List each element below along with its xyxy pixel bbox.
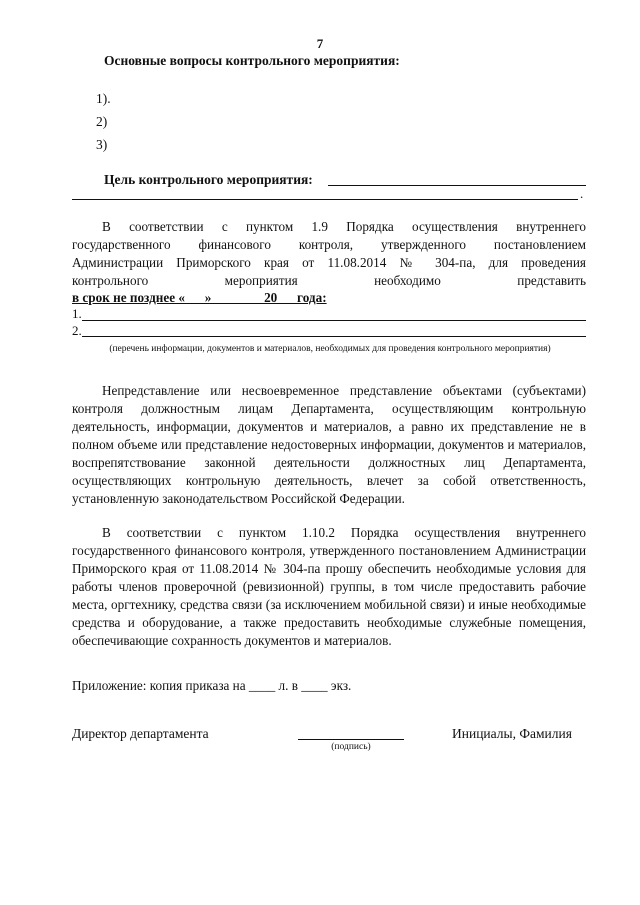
signature-line	[298, 739, 404, 740]
info-fill-line	[82, 336, 586, 337]
request-line: контрольного мероприятия необходимо представить	[72, 273, 586, 288]
request-line: государственного финансового контроля, утвержденного постановлением	[72, 237, 586, 252]
question-item: 2)	[96, 114, 108, 129]
info-caption: (перечень информации, документов и материалов, необходимых для проведения контрольного мероприятия)	[109, 344, 551, 354]
info-fill-line	[82, 320, 586, 321]
conditions-paragraph: В соответствии с пунктом 1.10.2 Порядка осуществления внутреннего государственного финансового контроля, утвержденного постановлением Администрации Приморского края от 11.08.2014 № 304-па прошу обеспечить необходимые условия для работы членов проверочной (ревизионной) группы, в том числе предоставить рабочие места, оргтехнику, средства связи (за исключением мобильной связи) и иные необходимые средства и оборудование, а также предоставить необходимые служебные помещения, обеспечивающие сохранность документов и материалов.	[72, 525, 586, 648]
signature-name: Инициалы, Фамилия	[452, 726, 572, 741]
attachment-text: Приложение: копия приказа на ____ л. в ____ экз.	[72, 678, 352, 693]
info-item-number: 1.	[72, 306, 82, 321]
liability-paragraph: Непредставление или несвоевременное представление объектами (субъектами) контроля должностным лицам Департамента, осуществляющим контрольную деятельность, информации, документов и материалов, а равно их представление не в полном объеме или представление недостоверных информации, документов и материалов, воспрепятствование законной деятельности должностных лиц Департамента, осуществляющих контрольную деятельность, влечет за собой ответственность, установленную законодательством Российской Федерации.	[72, 383, 586, 506]
question-item: 3)	[96, 137, 108, 152]
goal-label: Цель контрольного мероприятия:	[104, 172, 313, 187]
signature-position: Директор департамента	[72, 726, 209, 741]
signature-caption: (подпись)	[331, 742, 371, 752]
info-item-number: 2.	[72, 323, 82, 338]
deadline-text: в срок не позднее « » 20 года:	[72, 290, 327, 305]
question-item: 1).	[96, 91, 111, 106]
goal-fill-line	[328, 185, 586, 186]
goal-tail: .	[580, 186, 584, 201]
questions-heading: Основные вопросы контрольного мероприятия:	[104, 53, 400, 68]
goal-fill-line-2	[72, 199, 578, 200]
page-number: 7	[316, 36, 324, 51]
request-paragraph	[72, 218, 586, 290]
request-line: Администрации Приморского края от 11.08.2014 № 304-па, для проведения	[72, 255, 586, 270]
request-line: В соответствии с пунктом 1.9 Порядка осуществления внутреннего	[102, 219, 586, 234]
